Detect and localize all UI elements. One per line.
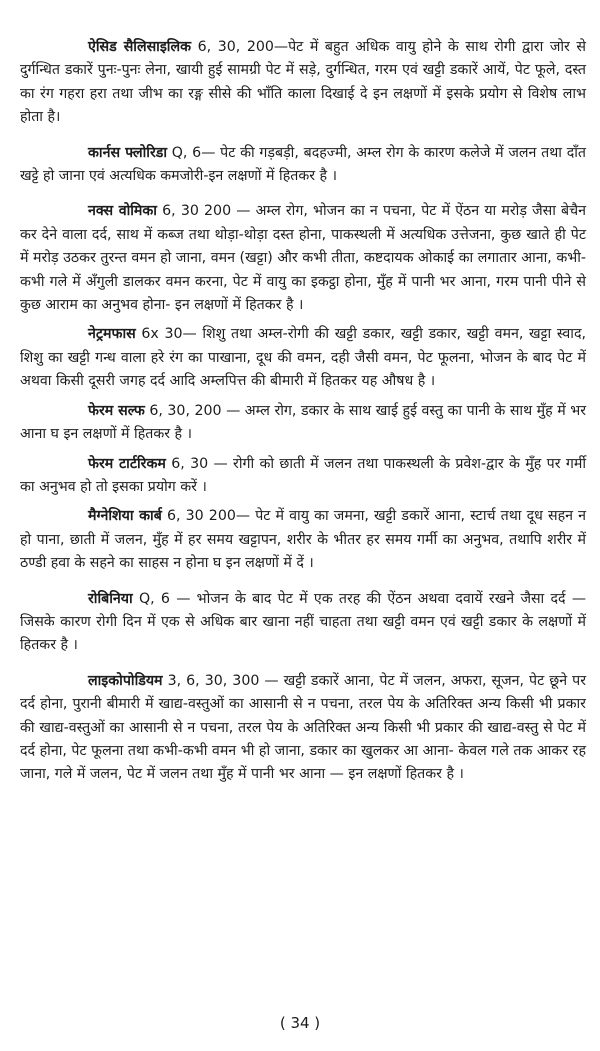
remedy-description: Q, 6— पेट की गड़बड़ी, बदहज्मी, अम्ल रोग के कारण कलेजे में जलन तथा दाँत खट्टे हो जाना एवं अत्यधिक कमजोरी-इन लक्षणों में हितकर है । xyxy=(20,144,586,185)
remedy-entry xyxy=(20,453,586,500)
remedy-description: 3, 6, 30, 300 — खट्टी डकारें आना, पेट में जलन, अफरा, सूजन, पेट छूने पर दर्द होना, पुरानी बीमारी में खाद्य-वस्तुओं का आसानी से न पचना, तरल पेय के अतिरिक्त अन्य किसी भी प्रकार की खाद्य-वस्तुओं का आसानी से न पचना, तरल पेय के अतिरिक्त अन्य किसी भी प्रकार की खाद्य-वस्तु से पेट में दर्द होना, पेट फूलना तथा कभी-कभी वमन भी हो जाना, डकार का खुलकर आ आना- केवल गले तक आकर रह जाना, गले में जलन, पेट में जलन तथा मुँह में पानी भर आना — इन लक्षणों हितकर है । xyxy=(20,672,586,783)
remedy-name: रोबिनिया xyxy=(88,590,133,607)
remedy-description: Q, 6 — भोजन के बाद पेट में एक तरह की ऐंठन अथवा दवायें रखने जैसा दर्द — जिसके कारण रोगी दिन में एक से अधिक बार खाना नहीं चाहता तथा खट्टी वमन एवं खट्टी डकार के लक्षणों में हितकर है । xyxy=(20,590,587,654)
remedy-entry xyxy=(20,36,586,130)
page-body xyxy=(20,36,586,799)
remedy-description: 6, 30 200— पेट में वायु का जमना, खट्टी डकारें आना, स्टार्च तथा दूध सहन न हो पाना, छाती में जलन, मुँह में हर समय खट्टापन, शरीर के भीतर हर समय गर्मी का अनुभव, तथापि शरीर में ठण्डी हवा के सहने का साहस न होना घ इन लक्षणों में दें । xyxy=(20,508,586,572)
remedy-name: मैग्नेशिया कार्ब xyxy=(88,508,162,525)
remedy-name: कार्नस फ्लोरिडा xyxy=(88,144,168,161)
remedy-description: 6x 30— शिशु तथा अम्ल-रोगी की खट्टी डकार, खट्टी डकार, खट्टी वमन, खट्टा स्वाद, शिशु का खट्टी गन्ध वाला हरे रंग का पाखाना, दूध की वमन, दही जैसी वमन, पेट फूलना, भोजन के बाद पेट में अथवा किसी दूसरी जगह दर्द आदि अम्लपित्त की बीमारी में हितकर यह औषध है । xyxy=(20,326,586,390)
remedy-entry xyxy=(20,670,586,787)
remedy-entry xyxy=(20,400,586,447)
remedy-description: 6, 30 — रोगी को छाती में जलन तथा पाकस्थली के प्रवेश-द्वार के मुँह पर गर्मी का अनुभव हो तो इसका प्रयोग करें । xyxy=(20,455,587,495)
page-number: ( 34 ) xyxy=(279,1014,321,1032)
remedy-name: नक्स वोमिका xyxy=(88,203,157,220)
remedy-description: 6, 30, 200 — अम्ल रोग, डकार के साथ खाई हुई वस्तु का पानी के साथ मुँह में भर आना घ इन लक्षणों में हितकर है । xyxy=(20,402,586,443)
remedy-name: फेरम टार्टरिकम xyxy=(88,455,166,472)
remedy-description: 6, 30 200 — अम्ल रोग, भोजन का न पचना, पेट में ऐंठन या मरोड़ जैसा बेचैन कर देने वाला दर्द, साथ में कब्ज तथा थोड़ा-थोड़ा दस्त होना, पाकस्थली में अत्यधिक उत्तेजना, कुछ खाते ही पेट में मरोड़ उठकर तुरन्त वमन हो जाना, वमन (खट्टा) और कभी तीता, कष्टदायक ओकाई का लगातार आना, कभी-कभी गले में अँगुली डालकर वमन करना, पेट में वायु का इकट्ठा होना, मुँह में पानी भर आना, गरम पानी पीने से कुछ आराम का अनुभव होना- इन लक्षणों में हितकर है । xyxy=(20,203,586,314)
remedy-name: नेट्रमफास xyxy=(88,326,136,343)
remedy-name: ऐसिड सैलिसाइलिक xyxy=(88,39,192,55)
remedy-name: फेरम सल्फ xyxy=(88,402,145,419)
remedy-entry xyxy=(20,505,586,575)
remedy-entry xyxy=(20,588,586,658)
remedy-entry xyxy=(20,323,586,393)
remedy-name: लाइकोपोडियम xyxy=(88,672,163,689)
remedy-entry xyxy=(20,200,586,317)
remedy-description: 6, 30, 200—पेट में बहुत अधिक वायु होने के साथ रोगी द्वारा जोर से दुर्गन्धित डकारें पुनः-पुनः लेना, खायी हुई सामग्री पेट में सड़े, दुर्गन्धित, गरम एवं खट्टी डकारें आयें, पेट फूले, दस्त का रंग गहरा हरा तथा जीभ का रङ्ग सीसे की भाँति काला दिखाई दे इन लक्षणों में इसके प्रयोग से विशेष लाभ होता है। xyxy=(20,39,587,126)
remedy-entry xyxy=(20,142,586,189)
